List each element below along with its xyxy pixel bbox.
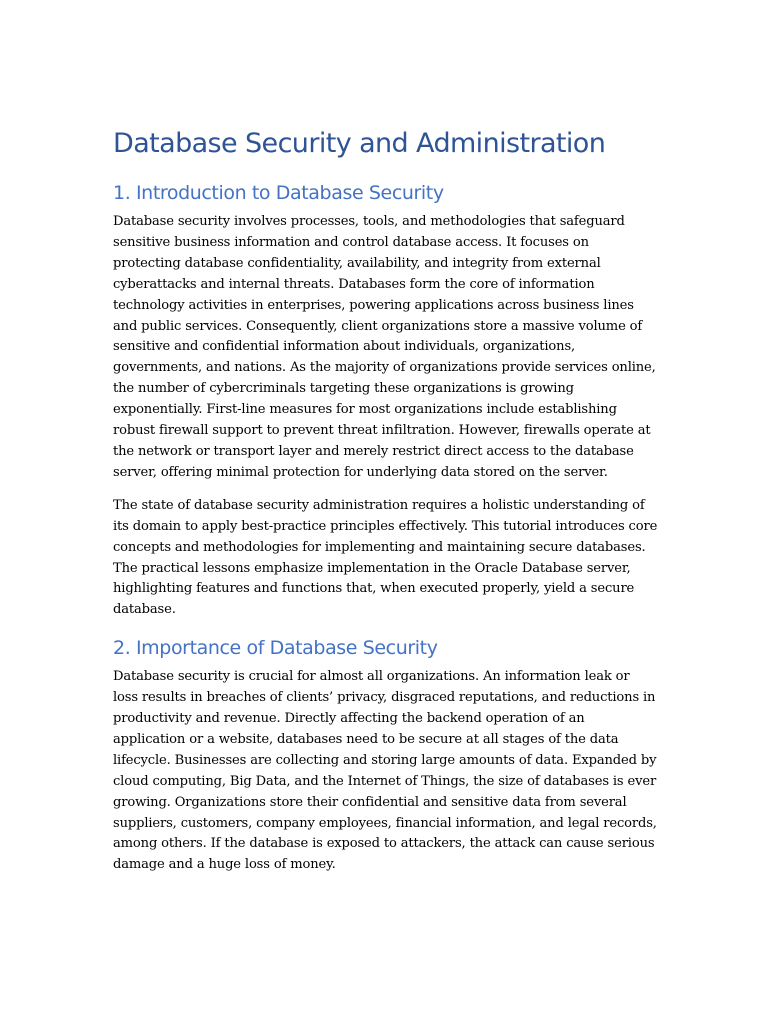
paragraph-introduction-2: The state of database security administration requires a holistic understanding of its domain to apply best-practice principles effectively. This tutorial introduces core concepts and methodologies for implementing and maintaining secure databases. The practical lessons emphasize implementation in the Oracle Database server, highlighting features and functions that, when executed properly, yield a secure database. [113,497,658,618]
section-introduction [113,178,658,621]
paragraph-importance-1: Database security is crucial for almost all organizations. An information leak or loss results in breaches of clients’ privacy, disgraced reputations, and reductions in productivity and revenue. Directly affecting the backend operation of an application or a website, databases need to be secure at all stages of the data lifecycle. Businesses are collecting and storing large amounts of data. Expanded by cloud computing, Big Data, and the Internet of Things, the size of databases is ever growing. Organizations store their confidential and sensitive data from several suppliers, customers, company employees, financial information, and legal records, among others. If the database is exposed to attackers, the attack can cause serious damage and a huge loss of money. [113,669,657,873]
paragraph-introduction-1: Database security involves processes, tools, and methodologies that safeguard sensitive business information and control database access. It focuses on protecting database confidentiality, availability, and integrity from external cyberattacks and internal threats. Databases form the core of information technology activities in enterprises, powering applications across business lines and public services. Consequently, client organizations store a massive volume of sensitive and confidential information about individuals, organizations, governments, and nations. As the majority of organizations provide services online, the number of cybercriminals targeting these organizations is growing exponentially. First-line measures for most organizations include establishing robust firewall support to prevent threat infiltration. However, firewalls operate at the network or transport layer and merely restrict direct access to the database server, offering minimal protection for underlying data stored on the server. [113,214,656,480]
document-page [113,124,658,888]
section-importance [113,633,658,876]
document-title: Database Security and Administration [113,128,606,159]
section-heading-introduction: 1. Introduction to Database Security [113,182,444,204]
section-heading-importance: 2. Importance of Database Security [113,637,438,660]
